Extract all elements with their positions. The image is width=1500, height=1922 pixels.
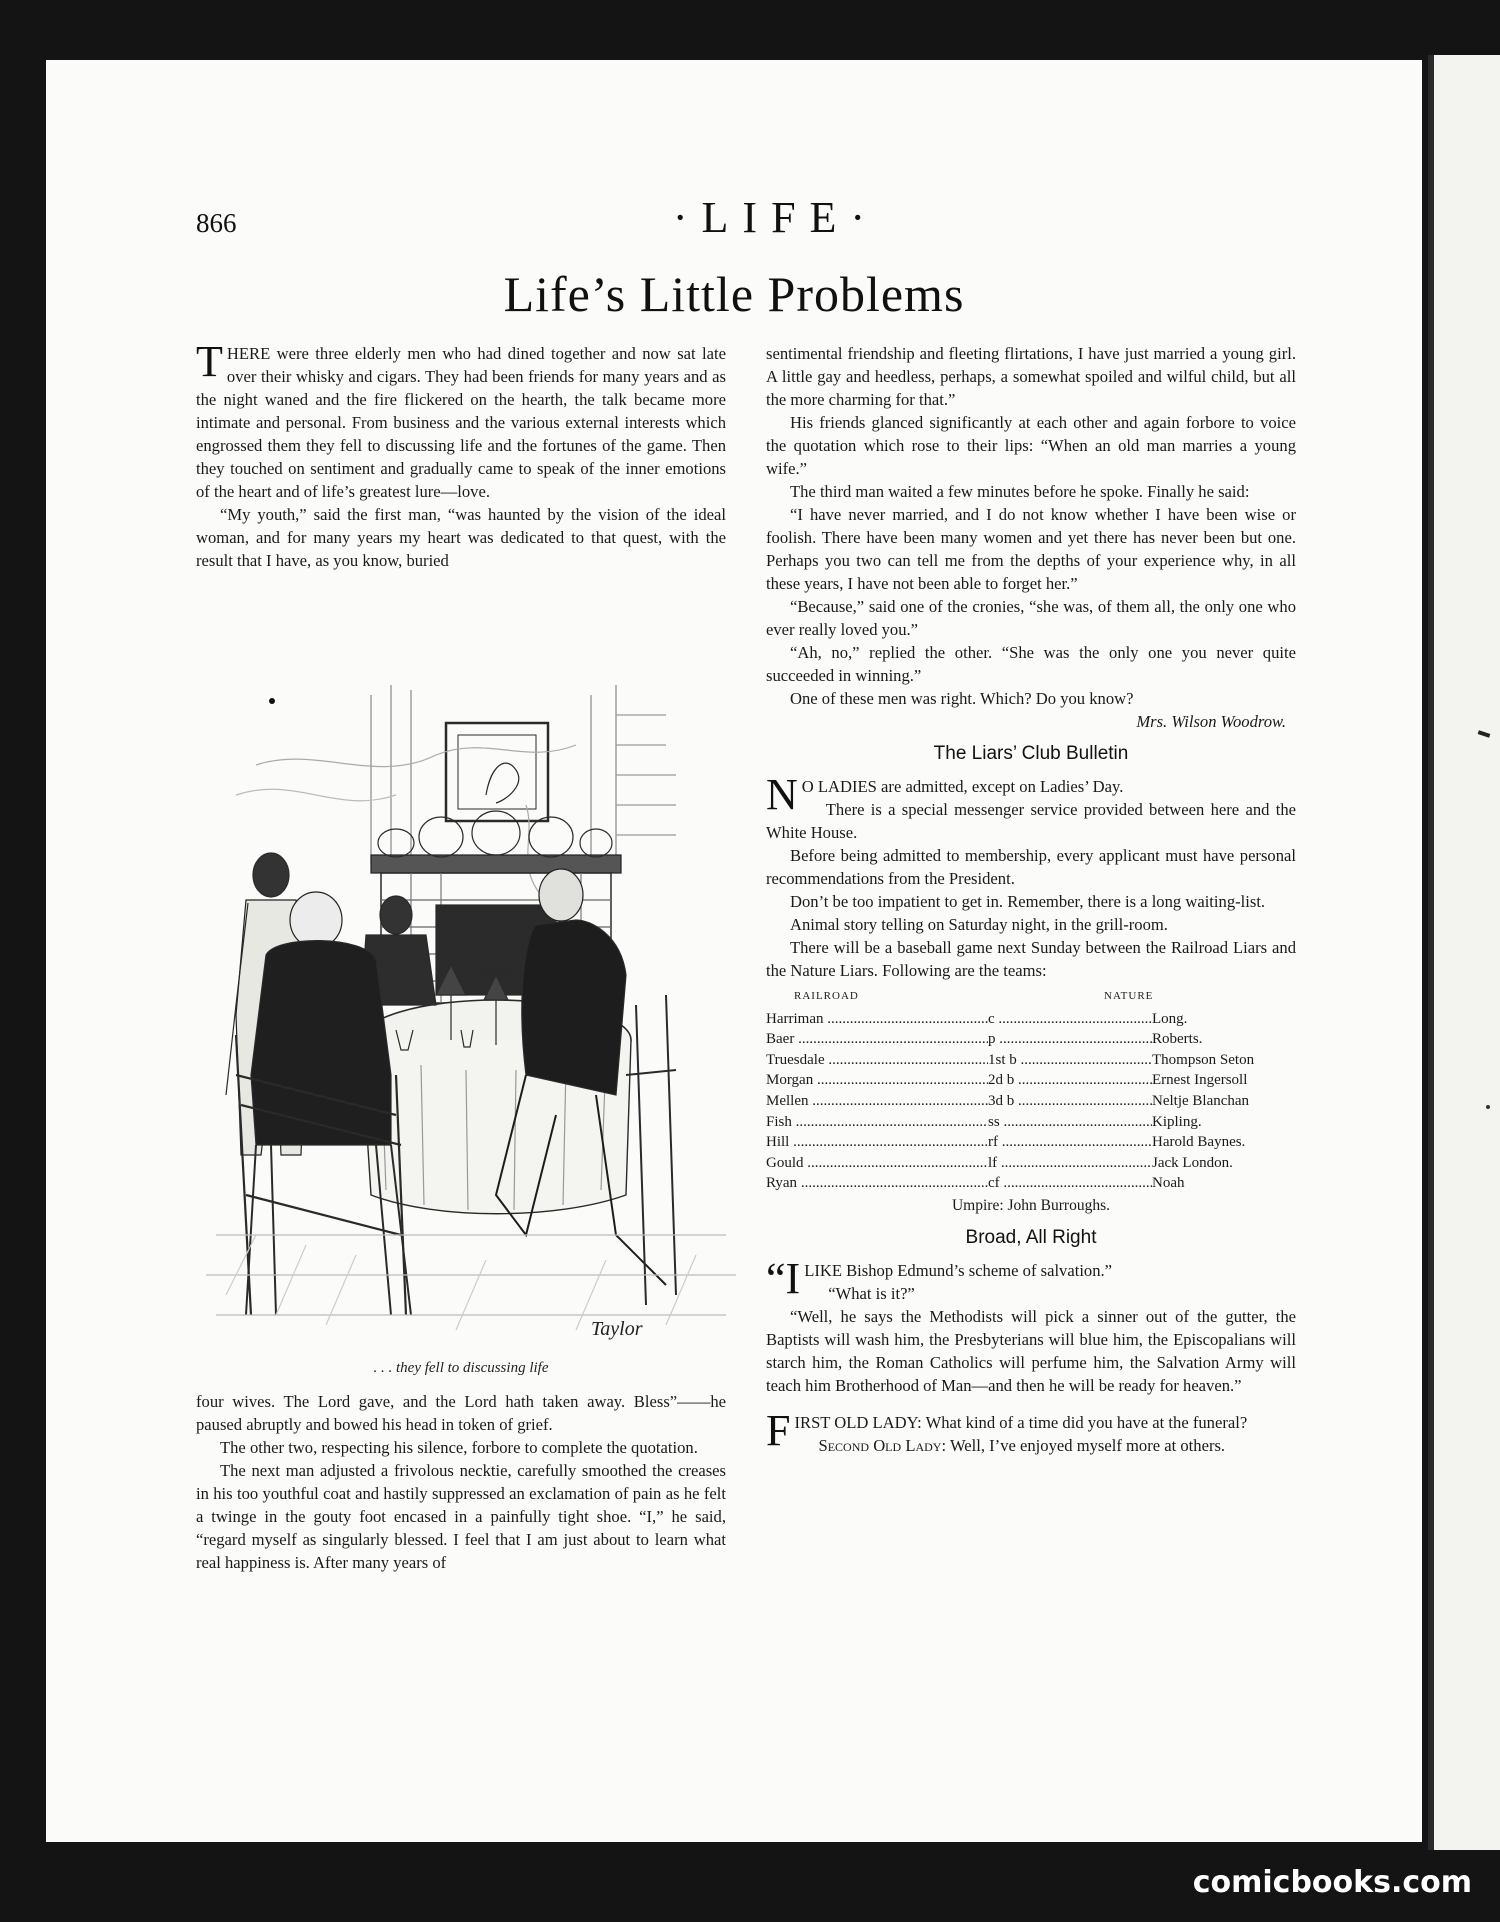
liars-paragraph: There will be a baseball game next Sunday between the Railroad Liars and the Nature Liars. Following are the teams: bbox=[766, 938, 1296, 980]
drop-cap: F bbox=[766, 1405, 791, 1455]
lineup-row bbox=[766, 1009, 1296, 1030]
lineup-row bbox=[766, 1112, 1296, 1133]
watermark: comicbooks.com bbox=[1192, 1865, 1472, 1900]
masthead: ·LIFE· bbox=[672, 193, 880, 242]
liars-paragraph: Animal story telling on Saturday night, in the grill-room. bbox=[790, 915, 1168, 934]
position: cf ..... bbox=[988, 1173, 1152, 1194]
railroad-player: Morgan ..... bbox=[766, 1070, 988, 1091]
lineup-row bbox=[766, 1132, 1296, 1153]
railroad-player: Ryan ..... bbox=[766, 1173, 988, 1194]
drop-cap: “I bbox=[766, 1253, 801, 1303]
story-column-left-bottom bbox=[196, 1390, 726, 1574]
ladies-text: Well, I’ve enjoyed myself more at others. bbox=[949, 1435, 1226, 1455]
liars-text: O LADIES are admitted, except on Ladies’ Day. bbox=[801, 777, 1124, 796]
story-paragraph: His friends glanced significantly at each other and again forbore to voice the quotation which rose to their lips: “When an old man marries a young wife.” bbox=[766, 413, 1296, 478]
position: 1st b ..... bbox=[988, 1050, 1152, 1071]
position: c ..... bbox=[988, 1009, 1152, 1030]
story-paragraph: “Because,” said one of the cronies, “she was, of them all, the only one who ever really loved you.” bbox=[766, 597, 1296, 639]
broad-text: LIKE Bishop Edmund’s scheme of salvation.” bbox=[804, 1260, 1113, 1280]
section-title-broad: Broad, All Right bbox=[965, 1226, 1097, 1248]
story-paragraph: The third man waited a few minutes before he spoke. Finally he said: bbox=[790, 482, 1250, 501]
drop-cap: T bbox=[196, 337, 223, 386]
lineup-table bbox=[766, 986, 1296, 1217]
ladies-paragraph bbox=[766, 1434, 1296, 1457]
railroad-player: Mellen ..... bbox=[766, 1091, 988, 1112]
magazine-page bbox=[46, 60, 1422, 1842]
lineup-row bbox=[766, 1029, 1296, 1050]
lineup-row bbox=[766, 1091, 1296, 1112]
author-signature: Mrs. Wilson Woodrow. bbox=[1136, 712, 1286, 731]
speaker-label: Second Old Lady: bbox=[818, 1435, 947, 1455]
nature-player: Kipling. bbox=[1152, 1113, 1202, 1130]
print-mark bbox=[1486, 1105, 1490, 1109]
railroad-player: Truesdale ..... bbox=[766, 1050, 988, 1071]
story-paragraph: “I have never married, and I do not know whether I have been wise or foolish. There have been many women and yet there has never been but one. Perhaps you two can tell me from the depths of your experience why, in all these years, I have not been able to forget her.” bbox=[766, 505, 1296, 593]
story-paragraph: One of these men was right. Which? Do you know? bbox=[790, 689, 1134, 708]
story-text: HERE were three elderly men who had dined together and now sat late over their whisky and cigars. They had been friends for many years and as the night waned and the fire flickered on the hearth, the talk became more intimate and personal. From business and the various external interests which engrossed them they fell to discussing life and the fortunes of the game. Then they touched on sentiment and gradually came to speak of the inner emotions of the heart and of life’s greatest lure—love. bbox=[196, 344, 726, 501]
broad-paragraph: “Well, he says the Methodists will pick a sinner out of the gutter, the Baptists will wash him, the Presbyterians will blue him, the Episcopalians will starch him, the Roman Catholics will perfume him, the Salvation Army will teach him Brotherhood of Man—and then he will be ready for heaven.” bbox=[766, 1306, 1296, 1395]
lineup-row bbox=[766, 1070, 1296, 1091]
illustration-caption: . . . they fell to discussing life bbox=[373, 1360, 549, 1376]
lineup-rows bbox=[766, 1009, 1296, 1194]
story-paragraph: sentimental friendship and fleeting flirtations, I have just married a young girl. A little gay and heedless, perhaps, a somewhat spoiled and wilful child, but all the more charming for that.” bbox=[766, 344, 1296, 409]
lineup-row bbox=[766, 1050, 1296, 1071]
nature-player: Noah bbox=[1152, 1175, 1185, 1192]
position: p ..... bbox=[988, 1029, 1152, 1050]
liars-paragraph bbox=[766, 770, 1296, 819]
story-paragraph: The other two, respecting his silence, forbore to complete the quotation. bbox=[220, 1438, 698, 1457]
lineup-header-nature: NATURE bbox=[1104, 990, 1154, 1002]
railroad-player: Harriman ..... bbox=[766, 1009, 988, 1030]
story-paragraph: “My youth,” said the first man, “was haunted by the vision of the ideal woman, and for many years my heart was dedicated to that quest, with the result that I have, as you know, buried bbox=[196, 505, 726, 570]
dinner-illustration bbox=[196, 675, 746, 1365]
railroad-player: Fish ..... bbox=[766, 1112, 988, 1133]
facing-page-edge bbox=[1428, 55, 1500, 1850]
print-mark bbox=[1478, 730, 1491, 738]
ladies-text: IRST OLD LADY: What kind of a time did you have at the funeral? bbox=[794, 1412, 1248, 1432]
umpire-line: Umpire: John Burroughs. bbox=[951, 1196, 1110, 1214]
story-paragraph: four wives. The Lord gave, and the Lord hath taken away. Bless”——he paused abruptly and bowed his head in token of grief. bbox=[196, 1392, 726, 1434]
railroad-player: Baer ..... bbox=[766, 1029, 988, 1050]
headline: Life’s Little Problems bbox=[503, 266, 965, 322]
nature-player: Long. bbox=[1152, 1010, 1188, 1027]
story-paragraph: “Ah, no,” replied the other. “She was the only one you never quite succeeded in winning.” bbox=[766, 643, 1296, 685]
section-title-liars: The Liars’ Club Bulletin bbox=[933, 743, 1129, 764]
drop-cap: N bbox=[766, 770, 798, 819]
lineup-row bbox=[766, 1153, 1296, 1174]
artist-signature: Taylor bbox=[591, 1318, 643, 1340]
nature-player: Harold Baynes. bbox=[1152, 1134, 1246, 1151]
nature-player: Neltje Blanchan bbox=[1152, 1092, 1250, 1109]
position: lf ..... bbox=[988, 1153, 1152, 1174]
story-column-right bbox=[766, 342, 1296, 1457]
liars-paragraph: There is a special messenger service provided between here and the White House. bbox=[766, 800, 1296, 842]
story-column-left bbox=[196, 337, 726, 572]
broad-paragraph: “What is it?” bbox=[828, 1283, 915, 1303]
nature-player: Jack London. bbox=[1152, 1154, 1233, 1171]
liars-paragraph: Before being admitted to membership, every applicant must have personal recommendations from the President. bbox=[766, 846, 1296, 888]
page-gutter bbox=[1428, 55, 1434, 1850]
position: 3d b ..... bbox=[988, 1091, 1152, 1112]
liars-paragraph: Don’t be too impatient to get in. Remember, there is a long waiting-list. bbox=[790, 892, 1266, 911]
nature-player: Ernest Ingersoll bbox=[1152, 1072, 1248, 1089]
position: 2d b ..... bbox=[988, 1070, 1152, 1091]
lineup-row bbox=[766, 1173, 1296, 1194]
position: rf ..... bbox=[988, 1132, 1152, 1153]
nature-player: Roberts. bbox=[1152, 1031, 1203, 1048]
lineup-header-railroad: RAILROAD bbox=[794, 990, 859, 1002]
railroad-player: Hill ..... bbox=[766, 1132, 988, 1153]
railroad-player: Gould ..... bbox=[766, 1153, 988, 1174]
lineup-header bbox=[766, 986, 1296, 1007]
nature-player: Thompson Seton bbox=[1152, 1051, 1255, 1068]
position: ss ..... bbox=[988, 1112, 1152, 1133]
page-number: 866 bbox=[196, 208, 237, 238]
story-paragraph: The next man adjusted a frivolous necktie, carefully smoothed the creases in his too youthful coat and hastily suppressed an exclamation of pain as he felt a twinge in the gouty foot encased in a painfully tight shoe. “I,” he said, “regard myself as singularly blessed. I feel that I am just about to learn what real happiness is. After many years of bbox=[196, 1461, 726, 1572]
story-paragraph bbox=[196, 337, 726, 503]
